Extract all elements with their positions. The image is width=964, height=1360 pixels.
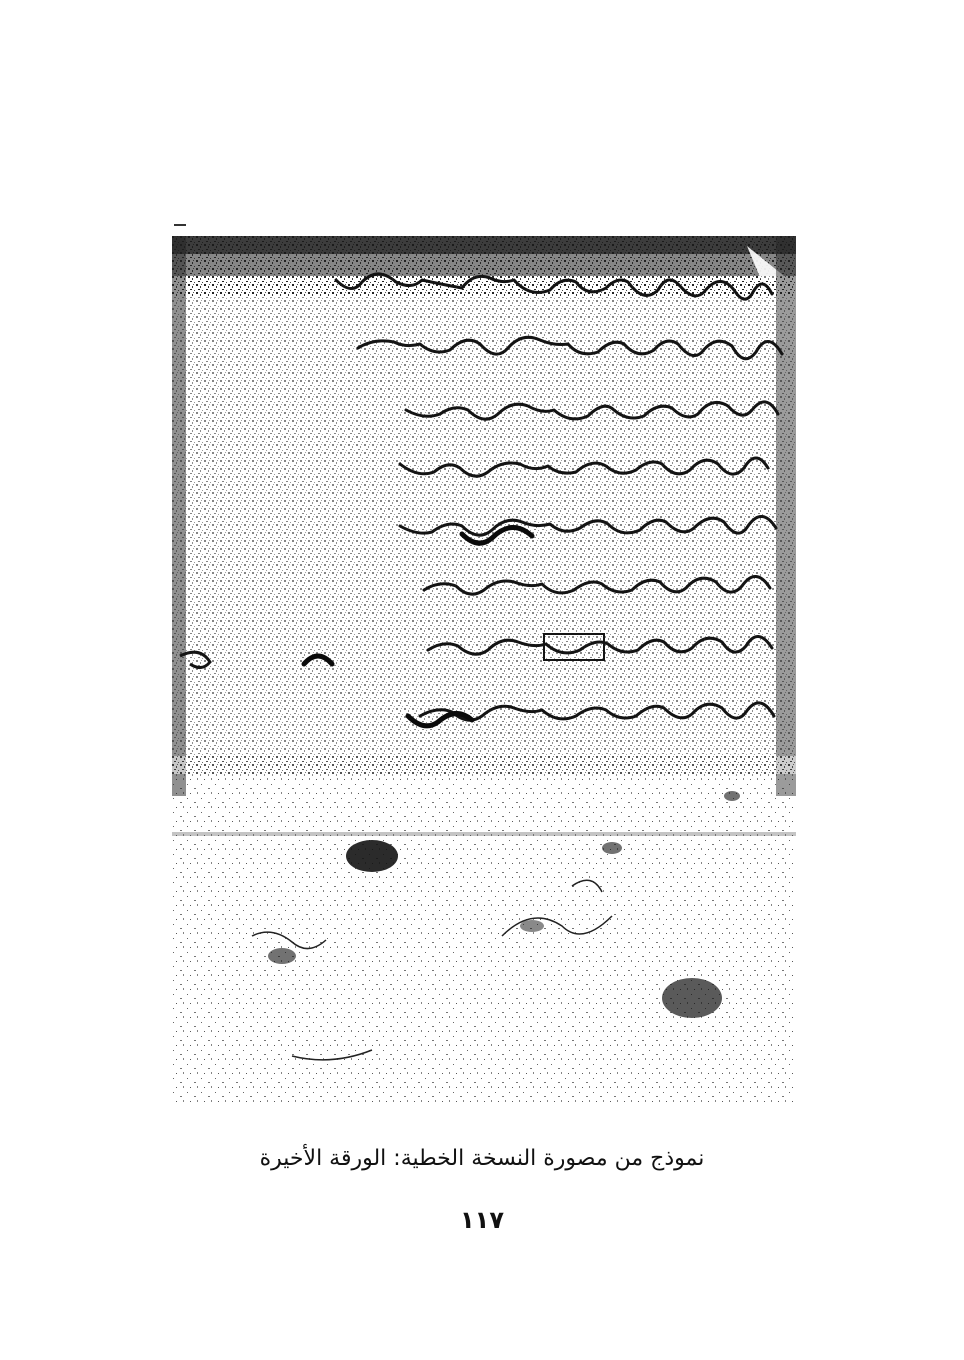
scan-edge-mark	[174, 224, 186, 226]
page-number: ١١٧	[460, 1206, 504, 1234]
figure-caption: نموذج من مصورة النسخة الخطية: الورقة الأخيرة	[259, 1146, 705, 1171]
manuscript-scan-icon	[172, 236, 796, 1106]
manuscript-image	[172, 236, 796, 1106]
